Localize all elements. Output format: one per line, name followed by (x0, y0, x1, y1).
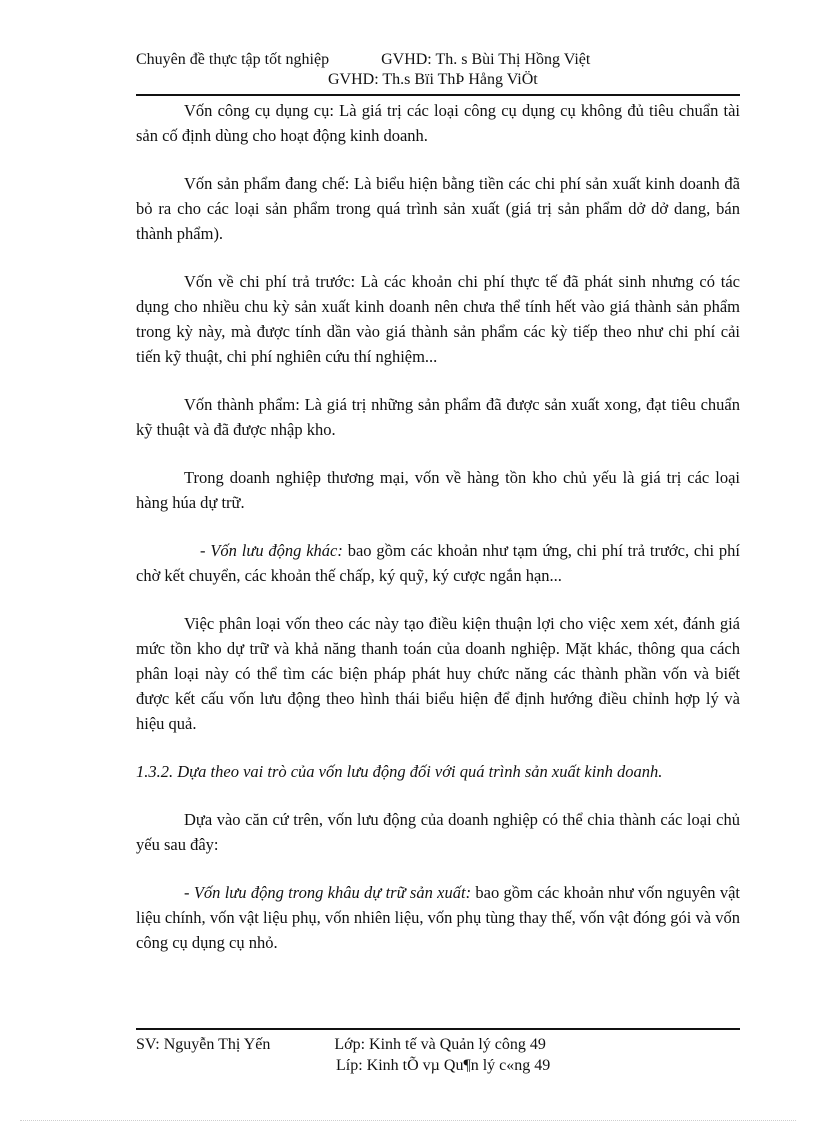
footer-class-garbled: Líp: Kinh tÕ vµ Qu¶n lý c«ng 49 (336, 1057, 551, 1074)
page-boundary (20, 1120, 796, 1121)
paragraph-tools-capital: Vốn công cụ dụng cụ: Là giá trị các loại công cụ dụng cụ không đủ tiêu chuẩn tài sản cố định dùng cho hoạt động kinh doanh. (136, 101, 740, 145)
reserve-capital-label: - Vốn lưu động trong khâu dự trữ sản xuất: (184, 883, 472, 902)
header-advisor-garbled: GVHD: Th.s Bïi ThÞ Hång ViÖt (328, 71, 538, 88)
paragraph-other-capital (136, 538, 740, 588)
paragraph-classification-benefit: Việc phân loại vốn theo các này tạo điều kiện thuận lợi cho việc xem xét, đánh giá mức tồn kho dự trữ và khả năng thanh toán của doanh nghiệp. Mặt khác, thông qua cách phân loại này có thể tìm các biện pháp phát huy chức năng các thành phần vốn và biết được kết cấu vốn lưu động theo hình thái biểu hiện để định hướng điều chỉnh hợp lý và hiệu quả. (136, 614, 740, 733)
other-capital-label: - Vốn lưu động khác: (200, 541, 343, 560)
page-header (136, 50, 740, 90)
paragraph-role-based: Dựa vào căn cứ trên, vốn lưu động của doanh nghiệp có thể chia thành các loại chủ yếu sau đây: (136, 810, 740, 854)
footer-rule (136, 1028, 740, 1030)
header-advisor: GVHD: Th. s Bùi Thị Hồng Việt (381, 51, 591, 68)
section-heading (136, 759, 740, 784)
section-heading-text: 1.3.2. Dựa theo vai trò của vốn lưu động đối với quá trình sản xuất kinh doanh. (136, 762, 663, 781)
footer-class: Lớp: Kinh tế và Quản lý công 49 (334, 1036, 546, 1053)
footer-student: SV: Nguyễn Thị Yến (136, 1036, 271, 1053)
page-footer (136, 1034, 740, 1076)
paragraph-wip-capital: Vốn sản phẩm đang chế: Là biểu hiện bằng tiền các chi phí sản xuất kinh doanh đã bỏ ra cho các loại sản phẩm trong quá trình sản xuất (giá trị sản phẩm dở dở dang, bán thành phẩm). (136, 174, 740, 243)
footer-line-1 (136, 1034, 740, 1055)
header-rule (136, 94, 740, 96)
reserve-capital-text: bao gồm các khoản như vốn nguyên vật liệu chính, vốn vật liệu phụ, vốn nhiên liệu, vốn phụ tùng thay thế, vốn vật đóng gói và vốn công cụ dụng cụ nhỏ. (136, 883, 740, 952)
header-topic: Chuyên đề thực tập tốt nghiệp (136, 51, 330, 68)
header-line-1 (136, 50, 740, 70)
document-body (136, 98, 740, 955)
paragraph-reserve-capital (136, 880, 740, 955)
paragraph-finished-goods: Vốn thành phẩm: Là giá trị những sản phẩm đã được sản xuất xong, đạt tiêu chuẩn kỹ thuật và đã được nhập kho. (136, 395, 740, 439)
other-capital-text: bao gồm các khoản như tạm ứng, chi phí trả trước, chi phí chờ kết chuyển, các khoản thế chấp, ký quỹ, ký cược ngắn hạn... (136, 541, 740, 585)
paragraph-trade-inventory: Trong doanh nghiệp thương mại, vốn về hàng tồn kho chủ yếu là giá trị các loại hàng húa dự trữ. (136, 468, 740, 512)
paragraph-prepaid-capital: Vốn về chi phí trả trước: Là các khoản chi phí thực tế đã phát sinh nhưng có tác dụng cho nhiều chu kỳ sản xuất kinh doanh nên chưa thể tính hết vào giá thành sản phẩm trong kỳ này, mà được tính dần vào giá thành sản phẩm các kỳ tiếp theo như chi phí cải tiến kỹ thuật, chi phí nghiên cứu thí nghiệm... (136, 272, 740, 366)
